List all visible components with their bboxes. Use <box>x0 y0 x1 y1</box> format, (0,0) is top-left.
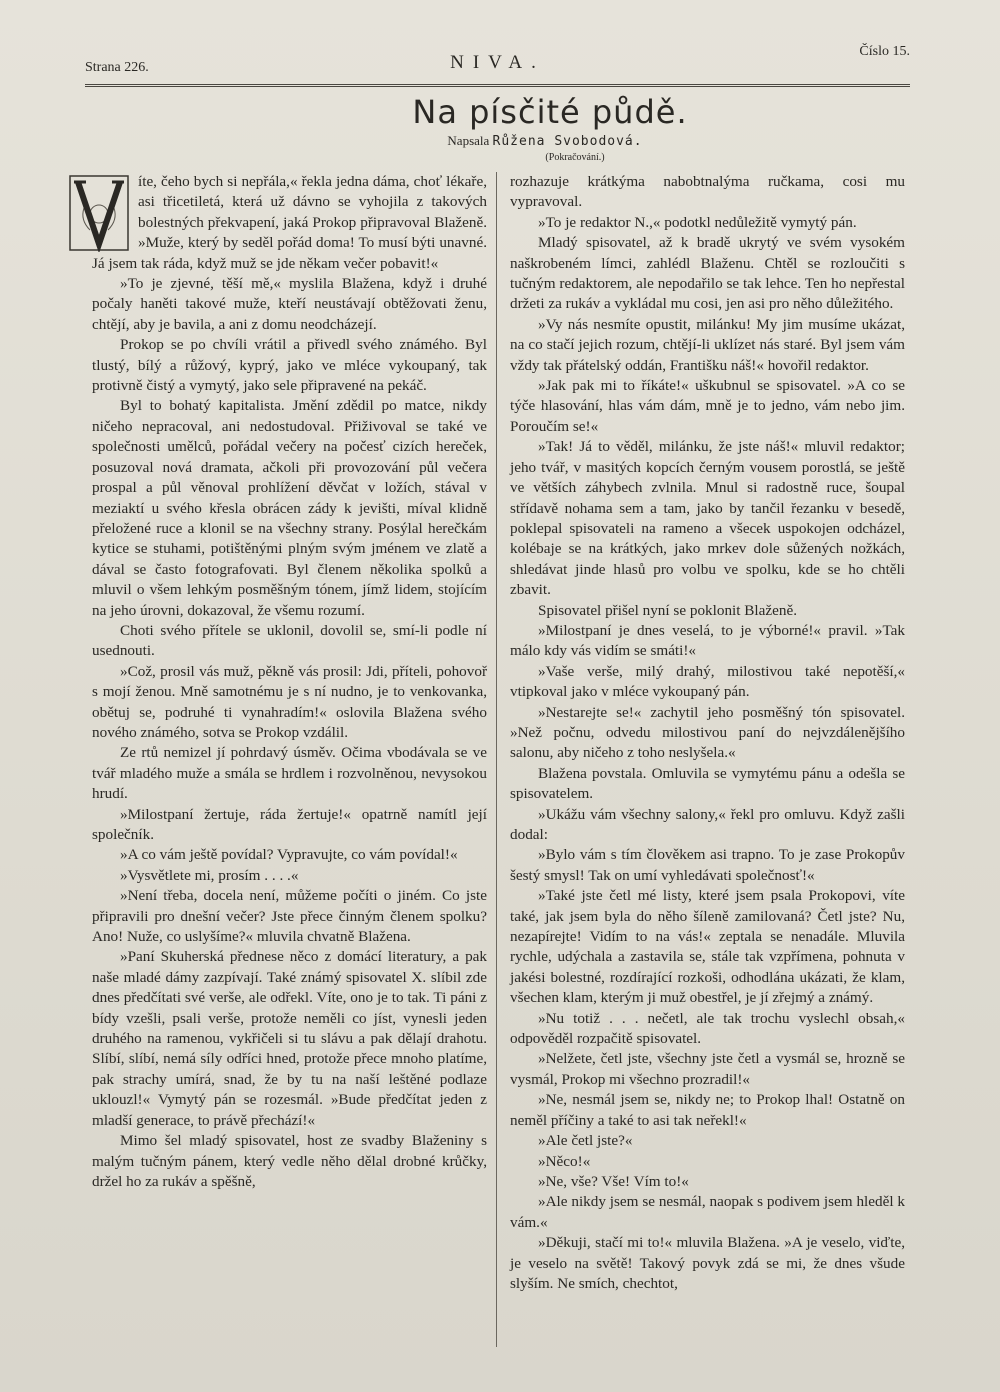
paragraph: »Nu totiž . . . nečetl, ale tak trochu vyslechl obsah,« odpověděl rozpačitě spisovatel. <box>510 1009 905 1048</box>
paragraph: »Nestarejte se!« zachytil jeho posměšný tón spisovatel. »Než počnu, odvedu milostivou paní do nejvzdálenějšího salonu, aby ničeho z toho neslyšela.« <box>510 703 905 762</box>
continuation-note: (Pokračování.) <box>545 152 605 163</box>
header-rule <box>85 84 910 87</box>
paragraph: rozhazuje krátkýma nabobtnalýma ručkama, cosi mu vypravoval. <box>510 173 905 211</box>
paragraph: »Není třeba, docela není, můžeme počíti o jiném. Co jste připravili pro dnešní večer? Jste přece činným členem spolku? Ano! Nuže, co uslyšíme?« mluvila chvatně Blažena. <box>92 887 487 946</box>
author-name: Růžena Svobodová. <box>492 134 643 149</box>
paragraph: »Také jste četl mé listy, které jsem psala Prokopovi, víte také, jak jsem byla do něho šíleně zamilovaná? Četl jste? Nu, nezapírejte! Vidím to na vás!« zeptala se nenadále. Mluvila rychle, udýchala a zastavila se, stále tak vzpřímena, pohnuta v jakési bolestné, rozdírající rozkoši, odhodlána ukázati, že klam, všechen klam, kterým ji muž obestřel, je jí zřejmý a známý. <box>510 887 905 1007</box>
right-column <box>510 172 905 1294</box>
paragraph: Prokop se po chvíli vrátil a přivedl svého známého. Byl tlustý, bílý a růžový, kyprý, jako ve mléce vykoupaný, tak protivně čistý a vymytý, jako sele připravené na pekáč. <box>92 336 487 395</box>
paragraph: »Bylo vám s tím člověkem asi trapno. To je zase Prokopův šestý smysl! Tak on umí vyhledávati společnosť!« <box>510 846 905 884</box>
paragraph: »To je zjevné, těší mě,« myslila Blažena, když i druhé počaly haněti takové muže, kteří neustávají obtěžovati ženu, chtějí, aby je bavila, a ani z domu neodcházejí. <box>92 275 487 333</box>
paragraph: íte, čeho bych si nepřála,« řekla jedna dáma, choť lékaře, asi třicetiletá, která už dávno se vyhojila z takových bolestných překvapení, jaká Prokop připravoval Blaženě. »Muže, který by seděl pořád doma! To musí býti unavné. Já jsem tak ráda, když muž se jde někam večer pobavit!« <box>92 173 487 272</box>
article-byline <box>90 132 1000 151</box>
paragraph: »Ukážu vám všechny salony,« řekl pro omluvu. Když zašli dodal: <box>510 805 905 843</box>
left-column <box>92 172 487 1192</box>
paragraph: Blažena povstala. Omluvila se vymytému pánu a odešla se spisovatelem. <box>510 764 905 803</box>
page-number: Strana 226. <box>85 60 149 75</box>
paragraph: »Milostpaní je dnes veselá, to je výborné!« pravil. »Tak málo kdy vás vidím se smáti!« <box>510 621 905 660</box>
paragraph: Ze rtů nemizel jí pohrdavý úsměv. Očima vbodávala se ve tvář mladého muže a smála se hrdlem i rozvolněnou, nevysokou hrudí. <box>92 744 487 803</box>
paragraph: Mimo šel mladý spisovatel, host ze svadby Blaženiny s malým tučným pánem, který vedle něho dělal drobné krůčky, držel ho za rukáv a spěšně, <box>92 1132 487 1190</box>
journal-title: NIVA. <box>450 52 545 73</box>
paragraph: »A co vám ještě povídal? Vypravujte, co vám povídal!« <box>120 846 458 864</box>
paragraph: »Milostpaní žertuje, ráda žertuje!« opatrně namítl její společník. <box>92 805 487 843</box>
paragraph: Byl to bohatý kapitalista. Jmění zdědil po matce, nikdy ničeho nepracoval, ani nedostudoval. Přiživoval se také ve společnosti umělců, pořádal večery na počesť cizích hereček, posuzoval nová dramata, ačkoli při provozování půl večera prospal a půl věnoval prohlížení děvčat v ložích, stával v meziaktí u svého křesla obrácen zády k jevišti, míval klidně přeložené ruce a klonil se na všechny strany. Posýlal herečkám kytice se stuhami, potištěnými plným svým jménem ve zlatě a dával se často fotografovati. Byl členem několika spolků a mluvil o všem lehkým posměšným tónem, jímž lidem, stojícím na jeho úrovni, dokazoval, že všemu rozumí. <box>92 397 487 619</box>
article-title: Na písčité půdě. <box>412 93 688 131</box>
paragraph: »Něco!« <box>538 1152 591 1170</box>
byline-prefix: Napsala <box>447 133 490 148</box>
paragraph: »Vaše verše, milý drahý, milostivou také nepotěší,« vtipkoval jako v mléce vykoupaný pán. <box>510 662 905 701</box>
paragraph: »Vy nás nesmíte opustit, milánku! My jim musíme ukázat, na co stačí jejich rozum, chtějí-li uklízet nás staré. Byl jsem vám vždy tak přátelský oddán, Františku náš!« hovořil redaktor. <box>510 315 905 374</box>
paragraph: Mladý spisovatel, až k bradě ukrytý ve svém vysokém naškrobeném límci, zahlédl Blaženu. Chtěl se rozloučiti s tučným redaktorem, ale nepodařilo se tak lehce. Ten ho nepřestal držeti za rukáv a vykládal mu cosi, jen asi pro něho důležitého. <box>510 234 905 313</box>
paragraph: »Jak pak mi to říkáte!« uškubnul se spisovatel. »A co se týče hlasování, hlas vám dám, mně je to jedno, vám nebo jim. Poroučím se!« <box>510 377 905 435</box>
paragraph: »Ale nikdy jsem se nesmál, naopak s podivem jsem hleděl k vám.« <box>510 1193 905 1231</box>
paragraph: »Paní Skuherská přednese něco z domácí literatury, a pak naše mladé dámy zazpívají. Také známý spisovatel X. slíbil zde dnes předčítati své verše, ale odřekl. Víte, ono je to tak. Ti páni z bídy vzešli, psali verše, protože neměli co jíst, vynesli jeden druhého na ramenou, vykřičeli si tu slávu a pak dělají drahotu. Slíbí, slíbí, nemá síly odříci hned, protože přece mnoho platíme, pak strachy umírá, snad, že by tu na naší leštěné podlaze uklouzl!« Vymytý pán se rozesmál. »Bude předčítat jeden z mladší generace, to právě přechází!« <box>92 948 487 1129</box>
issue-number: Číslo 15. <box>859 44 910 59</box>
running-head <box>85 44 910 78</box>
paragraph: »Děkuji, stačí mi to!« mluvila Blažena. »A je veselo, viďte, je veselo na světě! Takový povyk zdá se mi, že dnes všude slyším. Ne smích, chechtot, <box>510 1234 905 1292</box>
paragraph: Choti svého přítele se uklonil, dovolil se, smí-li podle ní usednouti. <box>92 621 487 660</box>
paragraph: »Ne, nesmál jsem se, nikdy ne; to Prokop lhal! Ostatně on neměl příčiny a také to asi tak neřekl!« <box>510 1091 905 1129</box>
ornamental-dropcap-icon <box>68 174 130 252</box>
paragraph: »Nelžete, četl jste, všechny jste četl a vysmál se, hrozně se vysmál, Prokop mi všechno prozradil!« <box>510 1050 905 1088</box>
paragraph: »Ne, vše? Vše! Vím to!« <box>538 1172 689 1190</box>
column-divider <box>496 172 497 1347</box>
paragraph: »Ale četl jste?« <box>538 1132 633 1150</box>
paragraph: »Vysvětlete mi, prosím . . . .« <box>120 866 299 884</box>
paragraph: Spisovatel přišel nyní se poklonit Blaženě. <box>538 601 797 619</box>
paragraph: »Tak! Já to věděl, milánku, že jste náš!« mluvil redaktor; jeho tvář, v masitých kopcích černým vousem porostlá, se ještě ve větších záhybech zvlnila. Mnul si radostně ruce, šoupal střídavě nohama sem a tam, jako by tančil řezanku v besedě, poklepal spisovateli na rameno a všecek uspokojen odcházel, kolébaje se na krátkých, jako mrkev dole sůžených nožkách, shledávat jinde hlasů pro volbu ve spolku, kde se ho chtěli zbavit. <box>510 438 905 599</box>
paragraph: »To je redaktor N.,« podotkl nedůležitě vymytý pán. <box>538 213 857 231</box>
paragraph: »Což, prosil vás muž, pěkně vás prosil: Jdi, příteli, pohovoř s mojí ženou. Mně samotnému je s ní nudno, je to venkovanka, obětuj se, podruhé ti vynahradím!« oslovila Blažena svého nového známého, sotva se Prokop vzdálil. <box>92 662 487 741</box>
article-heading <box>0 92 1000 165</box>
